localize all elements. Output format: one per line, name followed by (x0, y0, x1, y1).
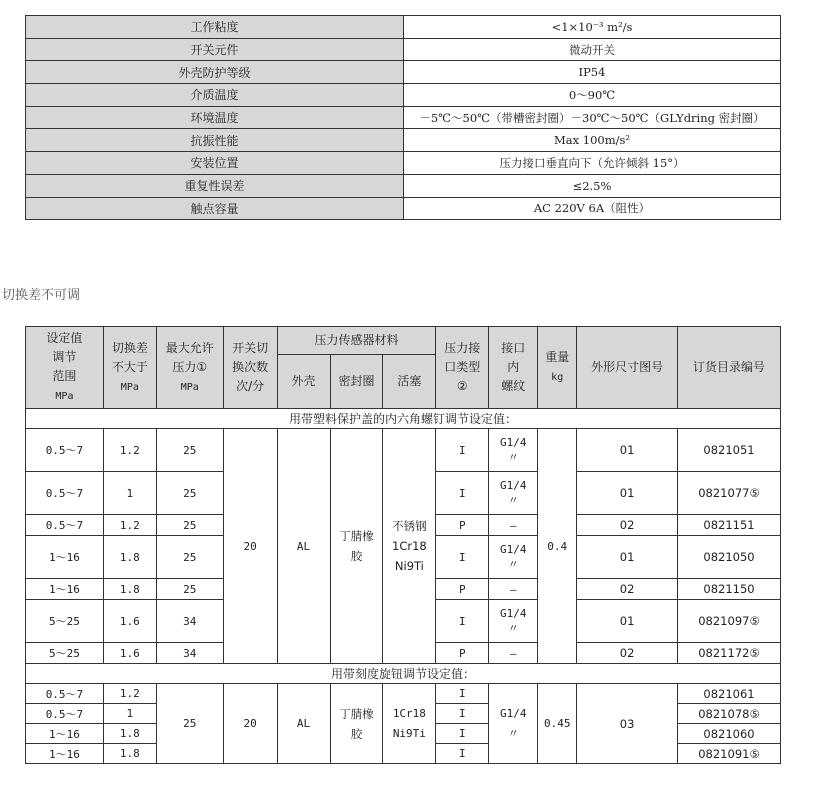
cell-order-number: 0821172⑤ (678, 643, 781, 664)
spec-row (26, 174, 781, 197)
cell-thread (489, 579, 538, 600)
spec-row (26, 84, 781, 107)
cell-order-number: 0821060 (678, 724, 781, 744)
spec-value: ≤2.5% (404, 174, 781, 197)
section-row (26, 664, 781, 684)
cell-range: 0.5～7 (26, 429, 104, 472)
spec-key: 环境温度 (26, 106, 404, 129)
cell-range: 0.5～7 (26, 472, 104, 515)
cell-seal-line: 胶 (350, 726, 363, 741)
cell-order-number: 0821091⑤ (678, 744, 781, 764)
cell-max-pressure: 34 (156, 600, 223, 643)
cell-drawing: 01 (577, 536, 678, 579)
cell-max-pressure: 25 (156, 515, 223, 536)
cell-thread-line: 〃 (507, 621, 519, 635)
cell-piston-line: 不锈钢 (392, 519, 427, 533)
cell-thread-line: 〃 (507, 493, 519, 507)
spec-row (26, 16, 781, 39)
cell-seal-line: 丁腈橡 (339, 529, 374, 543)
spec-key: 介质温度 (26, 84, 404, 107)
cell-thread (489, 684, 538, 764)
cell-range: 0.5～7 (26, 704, 104, 724)
spec-value: <1×10⁻³ m²/s (404, 16, 781, 39)
cell-port-type: P (436, 643, 489, 664)
spec-value: AC 220V 6A（阻性） (404, 197, 781, 220)
cell-weight: 0.4 (538, 429, 577, 664)
spec-row (26, 106, 781, 129)
header-seal: 密封圈 (330, 355, 383, 409)
cell-port-type: I (436, 724, 489, 744)
cell-order-number: 0821151 (678, 515, 781, 536)
cell-max-pressure: 25 (156, 684, 223, 764)
cell-thread (489, 515, 538, 536)
section-row (26, 409, 781, 429)
header-range: 设定值 调节 范围 MPa (26, 327, 104, 409)
cell-range: 1～16 (26, 579, 104, 600)
cell-shell: AL (277, 429, 330, 664)
cell-port-type: I (436, 429, 489, 472)
spec-key: 触点容量 (26, 197, 404, 220)
cell-shell: AL (277, 684, 330, 764)
cell-range: 0.5～7 (26, 684, 104, 704)
cell-order-number: 0821050 (678, 536, 781, 579)
spec-value: 0～90℃ (404, 84, 781, 107)
cell-diff: 1.8 (103, 536, 156, 579)
cell-drawing: 02 (577, 515, 678, 536)
cell-diff: 1 (103, 472, 156, 515)
cell-port-type: I (436, 684, 489, 704)
cell-port-type: I (436, 472, 489, 515)
cell-order-number: 0821051 (678, 429, 781, 472)
cell-weight: 0.45 (538, 684, 577, 764)
header-thread: 接口 内 螺纹 (489, 327, 538, 409)
cell-piston (383, 684, 436, 764)
spec-key: 工作粘度 (26, 16, 404, 39)
cell-diff: 1.8 (103, 744, 156, 764)
header-port-type: 压力接 口类型 ② (436, 327, 489, 409)
spec-value: －5℃～50℃（带槽密封圈）－30℃～50℃（GLYdring 密封圈） (404, 106, 781, 129)
cell-thread (489, 643, 538, 664)
cell-diff: 1.6 (103, 643, 156, 664)
spec-value: 压力接口垂直向下（允许倾斜 15°） (404, 152, 781, 175)
cell-max-pressure: 25 (156, 579, 223, 600)
cell-thread-line: G1/4 (499, 435, 527, 449)
header-max-pressure: 最大允许 压力① MPa (156, 327, 223, 409)
cell-range: 0.5～7 (26, 515, 104, 536)
cell-thread (489, 536, 538, 579)
spec-key: 开关元件 (26, 38, 404, 61)
spec-row (26, 129, 781, 152)
cell-cycles: 20 (223, 684, 277, 764)
spec-value: 微动开关 (404, 38, 781, 61)
cell-order-number: 0821097⑤ (678, 600, 781, 643)
cell-seal-line: 胶 (350, 549, 363, 563)
cell-seal-line: 丁腈橡 (339, 706, 374, 721)
section-title: 用带塑料保护盖的内六角螺钉调节设定值： (26, 409, 781, 429)
cell-thread-line: — (509, 646, 517, 660)
cell-seal (330, 684, 383, 764)
cell-thread-line: — (509, 518, 517, 532)
cell-port-type: I (436, 536, 489, 579)
spec-table (25, 15, 781, 220)
cell-port-type: P (436, 515, 489, 536)
section-title: 用带刻度旋钮调节设定值： (26, 664, 781, 684)
header-cycles: 开关切 换次数 次/分 (223, 327, 277, 409)
cell-order-number: 0821061 (678, 684, 781, 704)
cell-piston-line: 1Cr18 (392, 706, 426, 720)
header-material: 压力传感器材料 (277, 327, 436, 355)
cell-max-pressure: 25 (156, 472, 223, 515)
cell-range: 1～16 (26, 724, 104, 744)
cell-diff: 1.2 (103, 515, 156, 536)
cell-cycles: 20 (223, 429, 277, 664)
cell-port-type: I (436, 600, 489, 643)
cell-range: 5～25 (26, 600, 104, 643)
cell-drawing: 02 (577, 579, 678, 600)
cell-range: 1～16 (26, 536, 104, 579)
cell-port-type: I (436, 704, 489, 724)
spec-row (26, 61, 781, 84)
spec-key: 外壳防护等级 (26, 61, 404, 84)
order-table (25, 326, 781, 764)
header-diff: 切换差 不大于 MPa (103, 327, 156, 409)
header-drawing: 外形尺寸图号 (577, 327, 678, 409)
cell-port-type: P (436, 579, 489, 600)
header-weight: 重量 kg (538, 327, 577, 409)
cell-thread-line: 〃 (507, 726, 519, 740)
cell-drawing: 02 (577, 643, 678, 664)
spec-key: 重复性误差 (26, 174, 404, 197)
cell-thread (489, 600, 538, 643)
cell-thread-line: G1/4 (499, 706, 527, 720)
cell-order-number: 0821078⑤ (678, 704, 781, 724)
cell-diff: 1.8 (103, 579, 156, 600)
cell-thread-line: 〃 (507, 450, 519, 464)
cell-drawing: 01 (577, 600, 678, 643)
cell-piston-line: 1Cr18 (392, 539, 427, 553)
cell-order-number: 0821150 (678, 579, 781, 600)
cell-thread (489, 472, 538, 515)
cell-diff: 1.2 (103, 429, 156, 472)
cell-order-number: 0821077⑤ (678, 472, 781, 515)
spec-value: Max 100m/s² (404, 129, 781, 152)
cell-max-pressure: 25 (156, 429, 223, 472)
header-shell: 外壳 (277, 355, 330, 409)
cell-max-pressure: 34 (156, 643, 223, 664)
spec-key: 抗振性能 (26, 129, 404, 152)
cell-range: 5～25 (26, 643, 104, 664)
cell-diff: 1.8 (103, 724, 156, 744)
cell-diff: 1.6 (103, 600, 156, 643)
cell-drawing: 01 (577, 429, 678, 472)
cell-max-pressure: 25 (156, 536, 223, 579)
cell-thread-line: G1/4 (499, 606, 527, 620)
cell-thread-line: 〃 (507, 557, 519, 571)
spec-key: 安装位置 (26, 152, 404, 175)
cell-thread-line: G1/4 (499, 478, 527, 492)
cell-diff: 1.2 (103, 684, 156, 704)
cell-port-type: I (436, 744, 489, 764)
table-row (26, 429, 781, 472)
spec-row (26, 38, 781, 61)
cell-thread (489, 429, 538, 472)
cell-drawing: 01 (577, 472, 678, 515)
cell-piston-line: Ni9Ti (392, 726, 426, 740)
cell-piston-line: Ni9Ti (394, 559, 424, 573)
cell-diff: 1 (103, 704, 156, 724)
header-order-number: 订货目录编号 (678, 327, 781, 409)
cell-piston (383, 429, 436, 664)
spec-value: IP54 (404, 61, 781, 84)
cell-thread-line: G1/4 (499, 542, 527, 556)
cell-thread-line: — (509, 582, 517, 596)
section-caption: 切换差不可调 (2, 288, 81, 303)
cell-seal (330, 429, 383, 664)
header-piston: 活塞 (383, 355, 436, 409)
table-row (26, 684, 781, 704)
cell-drawing: 03 (577, 684, 678, 764)
cell-range: 1～16 (26, 744, 104, 764)
spec-row (26, 197, 781, 220)
spec-row (26, 152, 781, 175)
